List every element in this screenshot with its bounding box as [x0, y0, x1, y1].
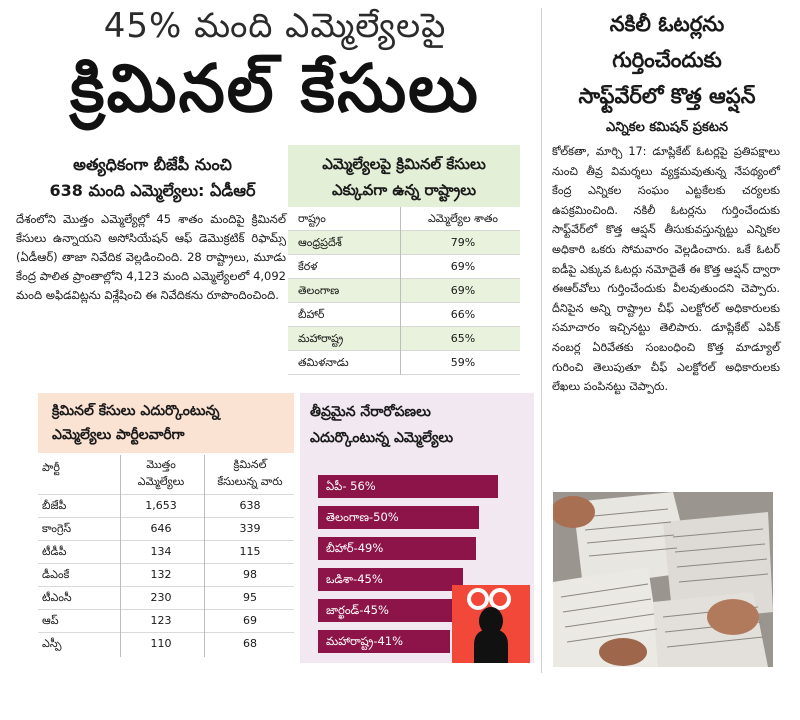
- states-header-row: [288, 207, 520, 231]
- right-headline: [548, 6, 786, 114]
- states-table-title: [288, 145, 520, 207]
- serious-crimes-title: [310, 399, 534, 451]
- state-pct: 69%: [450, 284, 476, 297]
- table-row: [288, 255, 520, 279]
- voter-list-photo: [553, 492, 773, 667]
- party-name: ఆప్: [42, 614, 59, 627]
- table-row: [38, 610, 294, 633]
- party-total: 646: [150, 522, 172, 535]
- col-pct-header: ఎమ్మెల్యేల శాతం: [427, 212, 498, 225]
- col-state-header: రాష్ట్రం: [298, 212, 326, 225]
- handcuff-icon: [452, 585, 530, 663]
- main-headline: క్రిమినల్ కేసులు: [70, 50, 480, 127]
- table-row: [38, 518, 294, 541]
- left-story-body: దేశంలోని మొత్తం ఎమ్మెల్యేల్లో 45 శాతం మందిపై క్రిమినల్ కేసులు ఉన్నాయని అసోసియేషన్ ఆఫ్ డెమొక్రటిక్ రిఫామ్స్ (ఏడీఆర్) తాజా నివేదిక వెల్లడించింది. 28 రాష్ట్రాలు, మూడు కేంద్ర పాలిత ప్రాంతాల్లోని 4,123 మంది ఎమ్మెల్యేలలో 4,092 మంది అఫిడవిట్లను విశ్లేషించి ఈ నివేదికను రూపొందించింది.: [16, 212, 286, 302]
- state-name: కేరళ: [298, 260, 318, 273]
- col-cases-header-2: కేసులున్న వారు: [217, 475, 283, 488]
- crime-bar: మహారాష్ట్ర-41%: [318, 630, 450, 653]
- table-row: [38, 564, 294, 587]
- states-table: [288, 145, 520, 388]
- crime-bar: ఒడిశా-45%: [318, 568, 463, 591]
- party-name: టీడీపీ: [42, 545, 67, 558]
- table-row: [288, 327, 520, 351]
- crime-bar: తెలంగాణ-50%: [318, 506, 479, 529]
- party-cases: 115: [239, 545, 261, 558]
- right-story-body: కోల్‌కతా, మార్చి 17: డూప్లికేట్ ఓటర్లపై ప్రతిపక్షాలు నుంచి తీవ్ర విమర్శలు వ్యక్తమవుతున్న నేపథ్యంలో కేంద్ర ఎన్నికల సంఘం ఎట్టకేలకు చర్యలకు ఉపక్రమించింది. నకిలీ ఓటర్లను గుర్తించేందుకు సాఫ్ట్‌వేర్‌లో కొత్త ఆప్షన్ తీసుకువస్తున్నట్టు ఎన్నికల అధికారి ఒకరు సోమవారం వెల్లడించారు. ఒకే ఓటర్ ఐడీపై ఎక్కువ ఓటర్లు నమోదైతే ఈ కొత్త ఆప్షన్ ద్వారా ఈఆర్‌వోలు గుర్తించేందుకు వీలవుతుందని చెప్పారు. దీనిపైన అన్ని రాష్ట్రాల చీఫ్ ఎలక్టోరల్ అధికారులకు సమాచారం ఇచ్చినట్టు తెలిపారు. డూప్లికేట్ ఎపిక్ నంబర్ల ఏరివేతకు సంబంధించి కొత్త మాడ్యూల్ గురించి తెలుపుతూ చీఫ్ ఎలక్టోరల్ అధికారులకు లేఖలు పంపినట్టు చెప్పారు.: [552, 145, 780, 394]
- party-total: 132: [150, 568, 172, 581]
- party-name: టీఎంసీ: [42, 591, 72, 604]
- table-row: [38, 541, 294, 564]
- state-pct: 66%: [450, 308, 476, 321]
- crimes-title-line-2: ఎదుర్కొంటున్న ఎమ్మెల్యేలు: [310, 430, 454, 446]
- state-name: మహారాష్ట్ర: [298, 332, 344, 345]
- right-headline-line-3: సాఫ్ట్‌వేర్‌లో కొత్త ఆప్షన్: [578, 84, 756, 108]
- state-pct: 69%: [450, 260, 476, 273]
- subhead-line-1: అత్యధికంగా బీజేపీ నుంచి: [73, 155, 232, 174]
- column-divider: [541, 8, 542, 673]
- party-total: 123: [150, 614, 172, 627]
- party-title-line-2: ఎమ్మెల్యేలు పార్టీలవారీగా: [52, 427, 185, 443]
- party-cases: 98: [243, 568, 257, 581]
- party-name: కాంగ్రెస్: [42, 522, 72, 535]
- column-divider: [400, 207, 401, 375]
- table-row: [38, 495, 294, 518]
- party-name: బీజేపీ: [42, 499, 67, 512]
- crime-bar: ఏపీ- 56%: [318, 475, 498, 498]
- right-headline-line-2: గుర్తించేందుకు: [612, 48, 722, 72]
- state-name: తమిళనాడు: [298, 356, 349, 369]
- table-row: [38, 633, 294, 656]
- party-total: 134: [150, 545, 172, 558]
- right-story-tag: ఎన్నికల కమిషన్ ప్రకటన: [606, 120, 728, 135]
- party-total: 1,653: [145, 499, 177, 512]
- party-total: 110: [150, 637, 172, 650]
- party-cases: 68: [243, 637, 257, 650]
- col-cases-header-1: క్రిమినల్: [233, 458, 267, 471]
- states-title-line-1: ఎమ్మెల్యేలపై క్రిమినల్ కేసులు: [322, 155, 486, 173]
- column-divider: [204, 455, 205, 657]
- crime-bar: బీహార్-49%: [318, 537, 476, 560]
- column-divider: [120, 455, 121, 657]
- party-total: 230: [150, 591, 172, 604]
- table-row: [288, 303, 520, 327]
- party-cases: 638: [239, 499, 261, 512]
- subhead-line-2: 638 మంది ఎమ్మెల్యేలు: ఏడీఆర్: [49, 181, 256, 200]
- col-total-header-1: మొత్తం: [146, 458, 176, 471]
- states-title-line-2: ఎక్కువగా ఉన్న రాష్ట్రాలు: [331, 181, 477, 199]
- crime-bar: జార్ఖండ్-45%: [318, 599, 463, 622]
- party-table: [38, 393, 294, 661]
- right-headline-line-1: నకిలీ ఓటర్లను: [609, 12, 725, 36]
- state-pct: 59%: [450, 356, 476, 369]
- party-cases: 95: [243, 591, 257, 604]
- party-title-line-1: క్రిమినల్ కేసులు ఎదుర్కొంటున్న: [52, 403, 220, 419]
- sub-headline: 45% మంది ఎమ్మెల్యేలపై: [103, 6, 447, 46]
- col-total-header-2: ఎమ్మెల్యేలు: [137, 475, 185, 488]
- table-row: [38, 587, 294, 610]
- table-row: [288, 231, 520, 255]
- party-cases: 339: [239, 522, 261, 535]
- party-header-row: [38, 455, 294, 495]
- left-story-subhead: [20, 152, 285, 204]
- crimes-title-line-1: తీవ్రమైన నేరారోపణలు: [310, 404, 431, 420]
- table-row: [288, 351, 520, 375]
- party-name: డీఎంకే: [42, 568, 70, 581]
- state-name: తెలంగాణ: [298, 284, 340, 297]
- table-row: [288, 279, 520, 303]
- col-party-header: పార్టీ: [42, 461, 60, 474]
- party-cases: 69: [243, 614, 257, 627]
- state-pct: 79%: [450, 236, 476, 249]
- state-name: ఆంధ్రప్రదేశ్: [298, 236, 342, 249]
- state-name: బీహార్: [298, 308, 325, 321]
- party-name: ఎస్పీ: [42, 637, 62, 650]
- party-table-title: [38, 393, 294, 453]
- state-pct: 65%: [450, 332, 476, 345]
